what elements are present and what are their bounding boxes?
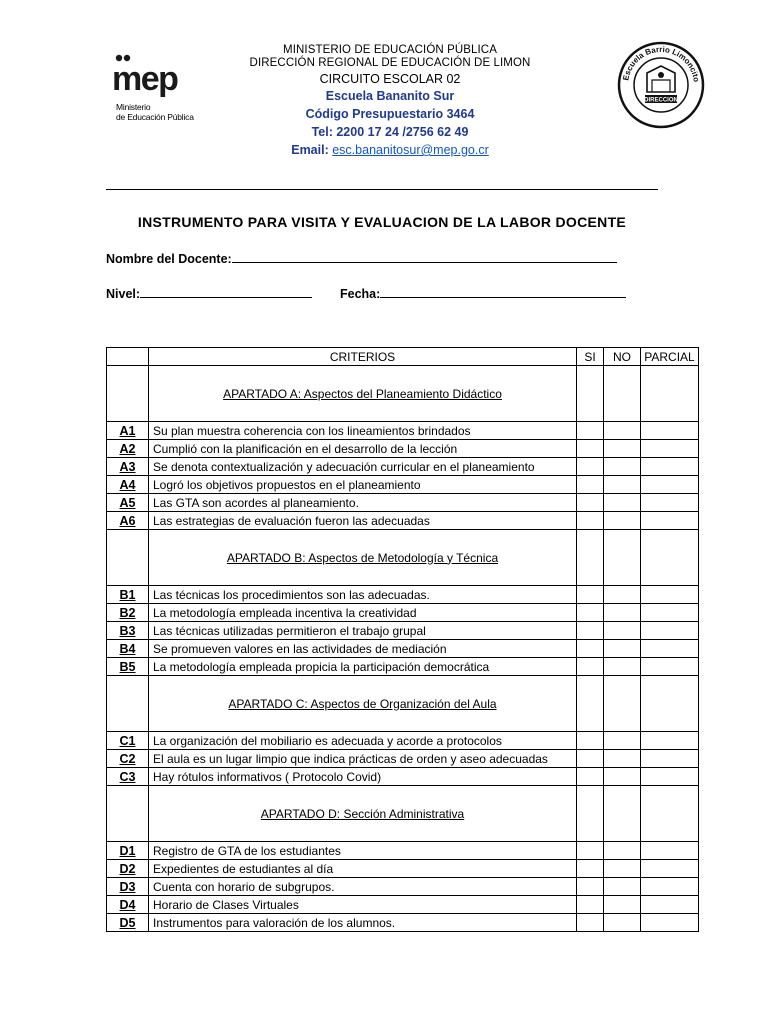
section-title: APARTADO C: Aspectos de Organización del Aula bbox=[228, 696, 497, 711]
header-email-label: Email: bbox=[291, 143, 329, 157]
seal-outer-text: Escuela Barrio Limoncito bbox=[621, 44, 701, 83]
section-title: APARTADO A: Aspectos del Planeamiento Didáctico bbox=[223, 386, 502, 401]
header-budget-code: Código Presupuestario 3464 bbox=[305, 107, 475, 121]
criterion-code: B1 bbox=[107, 586, 149, 604]
mark-partial-cell[interactable] bbox=[641, 604, 699, 622]
mark-partial-cell[interactable] bbox=[641, 896, 699, 914]
table-row bbox=[107, 476, 699, 494]
table-row bbox=[107, 586, 699, 604]
criterion-code: B2 bbox=[107, 604, 149, 622]
table-row bbox=[107, 860, 699, 878]
table-row bbox=[107, 914, 699, 932]
mark-no-cell[interactable] bbox=[604, 604, 641, 622]
section-row bbox=[107, 366, 699, 422]
logo-text: mep bbox=[112, 60, 178, 98]
table-row bbox=[107, 842, 699, 860]
mark-si-cell[interactable] bbox=[577, 878, 604, 896]
mark-partial-cell[interactable] bbox=[641, 476, 699, 494]
mark-no-cell[interactable] bbox=[604, 860, 641, 878]
mark-partial-cell[interactable] bbox=[641, 622, 699, 640]
level-label: Nivel: bbox=[106, 287, 141, 301]
mark-partial-cell[interactable] bbox=[641, 512, 699, 530]
mark-partial-cell[interactable] bbox=[641, 750, 699, 768]
mark-si-cell[interactable] bbox=[577, 458, 604, 476]
header-si: SI bbox=[577, 348, 604, 366]
mark-si-cell[interactable] bbox=[577, 860, 604, 878]
mark-no-cell[interactable] bbox=[604, 732, 641, 750]
mark-partial-cell[interactable] bbox=[641, 878, 699, 896]
criterion-text: La organización del mobiliario es adecuada y acorde a protocolos bbox=[149, 732, 577, 750]
mark-no-cell[interactable] bbox=[604, 476, 641, 494]
teacher-name-line[interactable] bbox=[232, 250, 617, 263]
mark-partial-cell[interactable] bbox=[641, 732, 699, 750]
table-row bbox=[107, 732, 699, 750]
criterion-code: A5 bbox=[107, 494, 149, 512]
mark-si-cell[interactable] bbox=[577, 512, 604, 530]
criterion-code: B5 bbox=[107, 658, 149, 676]
header-partial: PARCIAL bbox=[641, 348, 699, 366]
table-row bbox=[107, 768, 699, 786]
table-row bbox=[107, 640, 699, 658]
mep-logo bbox=[110, 52, 220, 132]
section-partial-cell bbox=[641, 786, 699, 842]
mark-si-cell[interactable] bbox=[577, 476, 604, 494]
criterion-code: C2 bbox=[107, 750, 149, 768]
table-row bbox=[107, 494, 699, 512]
mark-no-cell[interactable] bbox=[604, 494, 641, 512]
mark-si-cell[interactable] bbox=[577, 640, 604, 658]
mark-si-cell[interactable] bbox=[577, 896, 604, 914]
criterion-text: Hay rótulos informativos ( Protocolo Covid) bbox=[149, 768, 577, 786]
mark-partial-cell[interactable] bbox=[641, 658, 699, 676]
mark-no-cell[interactable] bbox=[604, 914, 641, 932]
criterion-text: Expedientes de estudiantes al día bbox=[149, 860, 577, 878]
table-row bbox=[107, 422, 699, 440]
header-circuit: CIRCUITO ESCOLAR 02 bbox=[319, 72, 461, 86]
section-code-cell bbox=[107, 530, 149, 586]
section-row bbox=[107, 530, 699, 586]
mark-no-cell[interactable] bbox=[604, 878, 641, 896]
header-email-link[interactable]: esc.bananitosur@mep.go.cr bbox=[332, 143, 489, 157]
criterion-code: D2 bbox=[107, 860, 149, 878]
school-seal bbox=[616, 40, 706, 130]
section-si-cell bbox=[577, 366, 604, 422]
evaluation-table bbox=[106, 347, 699, 932]
header-code-cell bbox=[107, 348, 149, 366]
mark-no-cell[interactable] bbox=[604, 842, 641, 860]
mark-no-cell[interactable] bbox=[604, 768, 641, 786]
header-phone: Tel: 2200 17 24 /2756 62 49 bbox=[311, 125, 469, 139]
mark-no-cell[interactable] bbox=[604, 512, 641, 530]
table-row bbox=[107, 440, 699, 458]
section-partial-cell bbox=[641, 676, 699, 732]
section-partial-cell bbox=[641, 530, 699, 586]
criterion-text: Su plan muestra coherencia con los lineamientos brindados bbox=[149, 422, 577, 440]
seal-inner-label: DIRECCION bbox=[644, 97, 678, 104]
mark-partial-cell[interactable] bbox=[641, 860, 699, 878]
header-email-row bbox=[240, 141, 540, 159]
section-title-cell bbox=[149, 676, 577, 732]
mark-si-cell[interactable] bbox=[577, 622, 604, 640]
date-field[interactable] bbox=[340, 285, 626, 301]
criterion-code: C1 bbox=[107, 732, 149, 750]
header-regional: DIRECCIÓN REGIONAL DE EDUCACIÓN DE LIMON bbox=[249, 57, 531, 69]
header-school: Escuela Bananito Sur bbox=[325, 89, 455, 103]
criterion-text: Cumplió con la planificación en el desarrollo de la lección bbox=[149, 440, 577, 458]
mark-no-cell[interactable] bbox=[604, 896, 641, 914]
table-row bbox=[107, 622, 699, 640]
criterion-text: Cuenta con horario de subgrupos. bbox=[149, 878, 577, 896]
criterion-text: Las técnicas los procedimientos son las adecuadas. bbox=[149, 586, 577, 604]
criterion-text: Las estrategias de evaluación fueron las adecuadas bbox=[149, 512, 577, 530]
criterion-code: A2 bbox=[107, 440, 149, 458]
document-title: INSTRUMENTO PARA VISITA Y EVALUACION DE LA LABOR DOCENTE bbox=[137, 214, 627, 230]
mark-si-cell[interactable] bbox=[577, 604, 604, 622]
section-si-cell bbox=[577, 786, 604, 842]
mark-si-cell[interactable] bbox=[577, 494, 604, 512]
mark-no-cell[interactable] bbox=[604, 440, 641, 458]
criterion-text: Instrumentos para valoración de los alumnos. bbox=[149, 914, 577, 932]
section-title-cell bbox=[149, 366, 577, 422]
mark-si-cell[interactable] bbox=[577, 768, 604, 786]
mark-partial-cell[interactable] bbox=[641, 768, 699, 786]
mark-partial-cell[interactable] bbox=[641, 458, 699, 476]
mark-no-cell[interactable] bbox=[604, 586, 641, 604]
mark-partial-cell[interactable] bbox=[641, 914, 699, 932]
mark-si-cell[interactable] bbox=[577, 914, 604, 932]
criterion-text: La metodología empleada propicia la participación democrática bbox=[149, 658, 577, 676]
criterion-code: D1 bbox=[107, 842, 149, 860]
criterion-text: Se denota contextualización y adecuación curricular en el planeamiento bbox=[149, 458, 577, 476]
criterion-code: A6 bbox=[107, 512, 149, 530]
logo-subtitle-line1: Ministerio bbox=[116, 102, 151, 112]
criterion-text: Se promueven valores en las actividades de mediación bbox=[149, 640, 577, 658]
section-partial-cell bbox=[641, 366, 699, 422]
mark-no-cell[interactable] bbox=[604, 458, 641, 476]
mark-no-cell[interactable] bbox=[604, 622, 641, 640]
teacher-name-label: Nombre del Docente: bbox=[106, 252, 232, 266]
mark-no-cell[interactable] bbox=[604, 422, 641, 440]
level-line[interactable] bbox=[140, 285, 312, 298]
mark-no-cell[interactable] bbox=[604, 640, 641, 658]
section-row bbox=[107, 786, 699, 842]
mark-si-cell[interactable] bbox=[577, 750, 604, 768]
section-row bbox=[107, 676, 699, 732]
table-row bbox=[107, 896, 699, 914]
mark-partial-cell[interactable] bbox=[641, 586, 699, 604]
level-field[interactable] bbox=[106, 285, 312, 301]
header-ministry: MINISTERIO DE EDUCACIÓN PÚBLICA bbox=[283, 44, 497, 56]
criterion-text: La metodología empleada incentiva la creatividad bbox=[149, 604, 577, 622]
teacher-name-field[interactable] bbox=[106, 250, 617, 266]
criterion-text: El aula es un lugar limpio que indica prácticas de orden y aseo adecuadas bbox=[149, 750, 577, 768]
table-header-row bbox=[107, 348, 699, 366]
header-criteria: CRITERIOS bbox=[149, 348, 577, 366]
mark-no-cell[interactable] bbox=[604, 750, 641, 768]
criterion-text: Las GTA son acordes al planeamiento. bbox=[149, 494, 577, 512]
seal-emblem-icon bbox=[647, 66, 675, 92]
section-code-cell bbox=[107, 786, 149, 842]
section-title-cell bbox=[149, 786, 577, 842]
criterion-code: D4 bbox=[107, 896, 149, 914]
date-label: Fecha: bbox=[340, 287, 381, 301]
section-no-cell bbox=[604, 786, 641, 842]
section-si-cell bbox=[577, 530, 604, 586]
section-si-cell bbox=[577, 676, 604, 732]
criterion-code: B3 bbox=[107, 622, 149, 640]
mark-si-cell[interactable] bbox=[577, 732, 604, 750]
mark-si-cell[interactable] bbox=[577, 658, 604, 676]
logo-subtitle-line2: de Educación Pública bbox=[116, 112, 194, 122]
section-code-cell bbox=[107, 676, 149, 732]
criterion-text: Logró los objetivos propuestos en el planeamiento bbox=[149, 476, 577, 494]
criterion-text: Las técnicas utilizadas permitieron el trabajo grupal bbox=[149, 622, 577, 640]
section-title-cell bbox=[149, 530, 577, 586]
mark-partial-cell[interactable] bbox=[641, 842, 699, 860]
mark-partial-cell[interactable] bbox=[641, 440, 699, 458]
section-code-cell bbox=[107, 366, 149, 422]
criterion-code: C3 bbox=[107, 768, 149, 786]
header-divider bbox=[106, 189, 658, 190]
document-header bbox=[240, 44, 540, 159]
mep-logo-mark bbox=[110, 52, 190, 100]
mark-si-cell[interactable] bbox=[577, 440, 604, 458]
table-row bbox=[107, 604, 699, 622]
section-no-cell bbox=[604, 366, 641, 422]
criterion-code: D3 bbox=[107, 878, 149, 896]
table-row bbox=[107, 878, 699, 896]
section-no-cell bbox=[604, 676, 641, 732]
mark-si-cell[interactable] bbox=[577, 586, 604, 604]
date-line[interactable] bbox=[380, 285, 626, 298]
section-title: APARTADO B: Aspectos de Metodología y Técnica bbox=[226, 550, 499, 565]
table-row bbox=[107, 658, 699, 676]
header-no: NO bbox=[604, 348, 641, 366]
criterion-code: A1 bbox=[107, 422, 149, 440]
table-row bbox=[107, 512, 699, 530]
mark-partial-cell[interactable] bbox=[641, 640, 699, 658]
criterion-code: A3 bbox=[107, 458, 149, 476]
mark-si-cell[interactable] bbox=[577, 422, 604, 440]
criterion-code: D5 bbox=[107, 914, 149, 932]
table-row bbox=[107, 750, 699, 768]
mark-partial-cell[interactable] bbox=[641, 422, 699, 440]
table-row bbox=[107, 458, 699, 476]
criterion-code: B4 bbox=[107, 640, 149, 658]
criterion-code: A4 bbox=[107, 476, 149, 494]
section-no-cell bbox=[604, 530, 641, 586]
section-title: APARTADO D: Sección Administrativa bbox=[260, 806, 465, 821]
criterion-text: Registro de GTA de los estudiantes bbox=[149, 842, 577, 860]
mark-no-cell[interactable] bbox=[604, 658, 641, 676]
mark-partial-cell[interactable] bbox=[641, 494, 699, 512]
criterion-text: Horario de Clases Virtuales bbox=[149, 896, 577, 914]
mark-si-cell[interactable] bbox=[577, 842, 604, 860]
logo-subtitle bbox=[116, 102, 194, 122]
